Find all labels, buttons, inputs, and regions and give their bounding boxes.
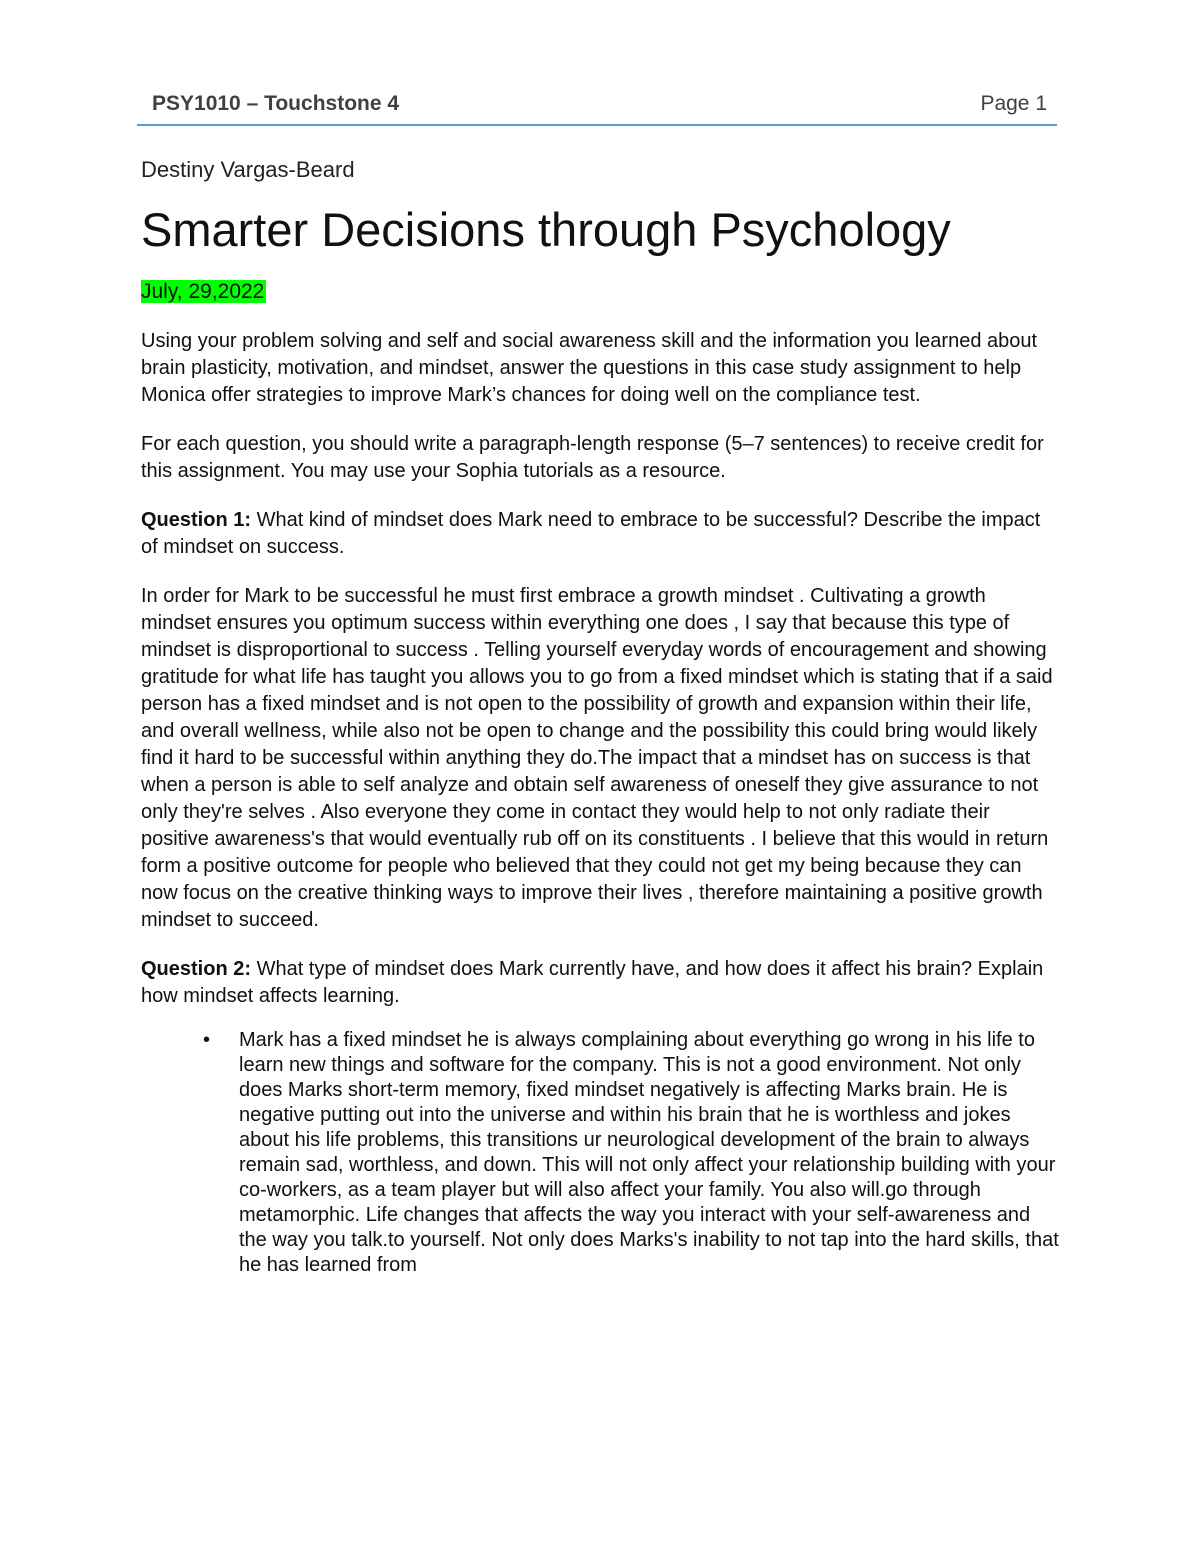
date-line	[141, 278, 1059, 306]
intro-paragraph-1: Using your problem solving and self and social awareness skill and the information you learned about brain plasticity, motivation, and mindset, answer the questions in this case study assignment to help Monica offer strategies to improve Mark’s chances for doing well on the compliance test.	[141, 330, 1038, 406]
author-name: Destiny Vargas-Beard	[141, 157, 355, 182]
document-body	[141, 156, 1059, 1278]
intro-paragraph-2: For each question, you should write a paragraph-length response (5–7 sentences) to receive credit for this assignment. You may use your Sophia tutorials as a resource.	[141, 433, 1044, 482]
question-1-prompt	[141, 507, 1059, 561]
question-2-prompt	[141, 956, 1059, 1010]
page-header	[137, 88, 1057, 126]
header-page-number: Page 1	[980, 92, 1047, 115]
list-item	[203, 1028, 1059, 1278]
question-2-answer-list	[141, 1028, 1059, 1278]
question-1-text: What kind of mindset does Mark need to embrace to be successful? Describe the impact of mindset on success.	[141, 509, 1041, 558]
bullet-icon: •	[203, 1029, 211, 1051]
highlighted-date: July, 29,2022	[141, 280, 265, 303]
question-2-text: What type of mindset does Mark currently have, and how does it affect his brain? Explain how mindset affects learning.	[141, 958, 1044, 1007]
question-2-label: Question 2:	[141, 958, 252, 980]
question-2-answer: Mark has a fixed mindset he is always complaining about everything go wrong in his life to learn new things and software for the company. This is not a good environment. Not only does Marks short-term memory, fixed mindset negatively is affecting Marks brain. He is negative putting out into the universe and within his brain that he is worthless and jokes about his life problems, this transitions ur neurological development of the brain to always remain sad, worthless, and down. This will not only affect your relationship building with your co-workers, as a team player but will also affect your family. You also will.go through metamorphic. Life changes that affects the way you interact with your self-awareness and the way you talk.to yourself. Not only does Marks's inability to not tap into the hard skills, that he has learned from	[239, 1029, 1059, 1276]
header-course-title: PSY1010 – Touchstone 4	[152, 92, 400, 115]
question-1-answer: In order for Mark to be successful he must first embrace a growth mindset . Cultivating a growth mindset ensures you optimum success within everything one does , I say that because this type of mindset is disproportional to success . Telling yourself everyday words of encouragement and showing gratitude for what life has taught you allows you to go from a fixed mindset which is stating that if a said person has a fixed mindset and is not open to the possibility of growth and expansion within their life, and overall wellness, while also not be open to change and the possibility this could bring would likely find it hard to be successful within anything they do.The impact that a mindset has on success is that when a person is able to self analyze and obtain self awareness of oneself they give assurance to not only they're selves . Also everyone they come in contact they would help to not only radiate their positive awareness's that would eventually rub off on its constituents . I believe that this would in return form a positive outcome for people who believed that they could not get my being because they can now focus on the creative thinking ways to improve their lives , therefore maintaining a positive growth mindset to succeed.	[141, 585, 1053, 931]
document-title: Smarter Decisions through Psychology	[141, 203, 951, 256]
question-1-label: Question 1:	[141, 509, 252, 531]
